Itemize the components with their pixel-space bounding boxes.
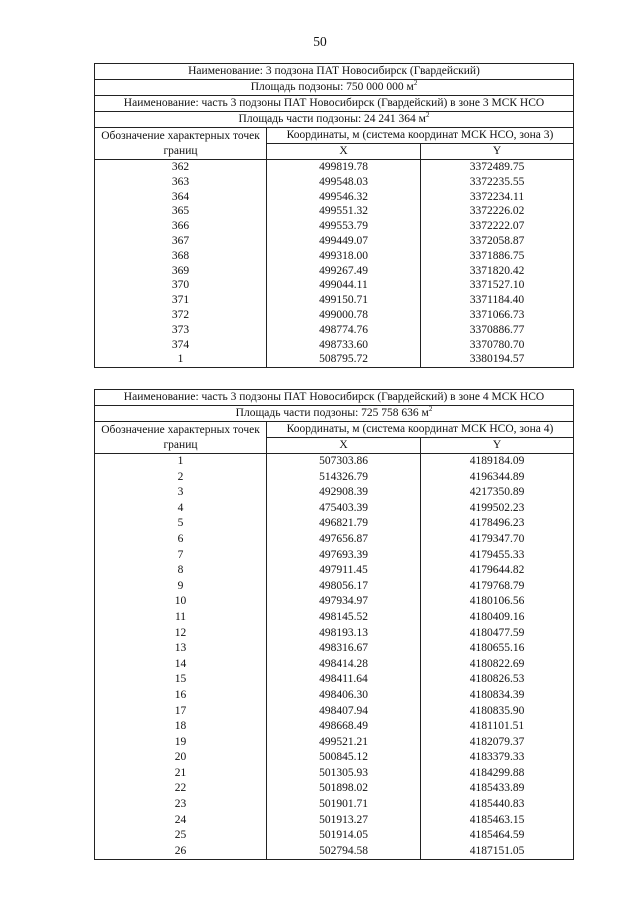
table-row: [95, 781, 574, 797]
point-id: 10: [95, 594, 267, 610]
coord-y: 4189184.09: [421, 454, 574, 470]
point-id: 19: [95, 735, 267, 751]
coord-y: 3371527.10: [421, 278, 574, 293]
coord-x: 501913.27: [267, 813, 421, 829]
point-id: 6: [95, 532, 267, 548]
point-id: 22: [95, 781, 267, 797]
point-id: 374: [95, 338, 267, 353]
coord-x: 498193.13: [267, 626, 421, 642]
table-row: [95, 563, 574, 579]
point-id: 26: [95, 844, 267, 860]
table-row: [95, 175, 574, 190]
coord-x: 498406.30: [267, 688, 421, 704]
point-id: 364: [95, 190, 267, 205]
table-row: [95, 641, 574, 657]
coord-x: 499819.78: [267, 160, 421, 175]
point-id: 369: [95, 264, 267, 279]
table-row: [95, 160, 574, 175]
coord-y: 4180409.16: [421, 610, 574, 626]
table-row: [95, 204, 574, 219]
coord-y: 4180822.69: [421, 657, 574, 673]
coord-x: 499548.03: [267, 175, 421, 190]
point-id: 372: [95, 308, 267, 323]
coord-x: 498414.28: [267, 657, 421, 673]
coord-y: 4184299.88: [421, 766, 574, 782]
column-header-points: Обозначение характерных точек границ: [95, 422, 267, 454]
coord-y: 3372489.75: [421, 160, 574, 175]
page-number: 50: [313, 34, 327, 49]
coord-x: 496821.79: [267, 516, 421, 532]
column-header-y: Y: [421, 144, 574, 160]
coord-x: 499318.00: [267, 249, 421, 264]
coord-x: 508795.72: [267, 352, 421, 367]
coord-y: 4180477.59: [421, 626, 574, 642]
table-row: [95, 190, 574, 205]
part-name: Наименование: часть 3 подзоны ПАТ Новосибирск (Гвардейский) в зоне 4 МСК НСО: [95, 390, 574, 406]
column-header-coords: Координаты, м (система координат МСК НСО, зона 3): [267, 128, 574, 144]
table-row: [95, 750, 574, 766]
coord-x: 497656.87: [267, 532, 421, 548]
table-row: [95, 719, 574, 735]
coord-y: 4185463.15: [421, 813, 574, 829]
point-id: 23: [95, 797, 267, 813]
point-id: 25: [95, 828, 267, 844]
coordinates-table-zone-4: [94, 389, 574, 860]
point-id: 17: [95, 704, 267, 720]
point-id: 373: [95, 323, 267, 338]
table-row: [95, 610, 574, 626]
point-id: 18: [95, 719, 267, 735]
subzone-name: Наименование: 3 подзона ПАТ Новосибирск (Гвардейский): [95, 64, 574, 80]
table-row: [95, 735, 574, 751]
coord-y: 3380194.57: [421, 352, 574, 367]
coord-y: 4180834.39: [421, 688, 574, 704]
coord-y: 3372234.11: [421, 190, 574, 205]
table-row: [95, 234, 574, 249]
table-row: [95, 293, 574, 308]
coord-x: 499521.21: [267, 735, 421, 751]
coord-y: 3370886.77: [421, 323, 574, 338]
point-id: 9: [95, 579, 267, 595]
point-id: 366: [95, 219, 267, 234]
point-id: 7: [95, 548, 267, 564]
coord-x: 499546.32: [267, 190, 421, 205]
point-id: 3: [95, 485, 267, 501]
coord-x: 497934.97: [267, 594, 421, 610]
point-id: 13: [95, 641, 267, 657]
coord-y: 4178496.23: [421, 516, 574, 532]
point-id: 16: [95, 688, 267, 704]
coord-x: 499553.79: [267, 219, 421, 234]
coord-x: 499267.49: [267, 264, 421, 279]
point-id: 21: [95, 766, 267, 782]
table-row: [95, 579, 574, 595]
coord-x: 499150.71: [267, 293, 421, 308]
column-header-coords: Координаты, м (система координат МСК НСО, зона 4): [267, 422, 574, 438]
coord-x: 497911.45: [267, 563, 421, 579]
coord-y: 4187151.05: [421, 844, 574, 860]
coord-y: 3372058.87: [421, 234, 574, 249]
coord-y: 3372226.02: [421, 204, 574, 219]
coord-y: 3371820.42: [421, 264, 574, 279]
table-row: [95, 813, 574, 829]
coord-y: 4217350.89: [421, 485, 574, 501]
point-id: 20: [95, 750, 267, 766]
table-row: [95, 264, 574, 279]
coord-y: 3372222.07: [421, 219, 574, 234]
coord-x: 501305.93: [267, 766, 421, 782]
table-row: [95, 828, 574, 844]
coord-x: 492908.39: [267, 485, 421, 501]
table-row: [95, 797, 574, 813]
point-id: 1: [95, 454, 267, 470]
coord-x: 500845.12: [267, 750, 421, 766]
table-row: [95, 501, 574, 517]
coord-x: 501898.02: [267, 781, 421, 797]
table-row: [95, 323, 574, 338]
table-row: [95, 594, 574, 610]
table-row: [95, 308, 574, 323]
table-row: [95, 516, 574, 532]
coord-x: 498056.17: [267, 579, 421, 595]
point-id: 5: [95, 516, 267, 532]
point-id: 11: [95, 610, 267, 626]
point-id: 8: [95, 563, 267, 579]
point-id: 15: [95, 672, 267, 688]
coord-y: 4180655.16: [421, 641, 574, 657]
coord-x: 499044.11: [267, 278, 421, 293]
coord-y: 4182079.37: [421, 735, 574, 751]
column-header-x: X: [267, 144, 421, 160]
coordinates-table-zone-3: [94, 63, 574, 368]
coord-x: 501901.71: [267, 797, 421, 813]
coord-x: 498145.52: [267, 610, 421, 626]
part-name: Наименование: часть 3 подзоны ПАТ Новосибирск (Гвардейский) в зоне 3 МСК НСО: [95, 96, 574, 112]
part-area: Площадь части подзоны: 725 758 636 $м^2$: [95, 406, 574, 422]
table-row: [95, 454, 574, 470]
table-row: [95, 352, 574, 367]
point-id: 4: [95, 501, 267, 517]
coord-x: 498407.94: [267, 704, 421, 720]
table-row: [95, 844, 574, 860]
coord-y: 4199502.23: [421, 501, 574, 517]
point-id: 370: [95, 278, 267, 293]
table-row: [95, 338, 574, 353]
coord-y: 4179768.79: [421, 579, 574, 595]
coord-x: 498733.60: [267, 338, 421, 353]
coord-y: 3370780.70: [421, 338, 574, 353]
table-row: [95, 657, 574, 673]
coord-y: 4185464.59: [421, 828, 574, 844]
point-id: 367: [95, 234, 267, 249]
coord-y: 4183379.33: [421, 750, 574, 766]
table-row: [95, 672, 574, 688]
subzone-area: Площадь подзоны: 750 000 000 $м^2$: [95, 80, 574, 96]
point-id: 14: [95, 657, 267, 673]
table-row: [95, 470, 574, 486]
coord-y: 4185433.89: [421, 781, 574, 797]
table-row: [95, 485, 574, 501]
table-row: [95, 688, 574, 704]
coord-y: 4181101.51: [421, 719, 574, 735]
coord-x: 499449.07: [267, 234, 421, 249]
coord-y: 4179347.70: [421, 532, 574, 548]
point-id: 1: [95, 352, 267, 367]
coord-x: 497693.39: [267, 548, 421, 564]
column-header-points: Обозначение характерных точек границ: [95, 128, 267, 160]
coord-y: 3371184.40: [421, 293, 574, 308]
coord-x: 475403.39: [267, 501, 421, 517]
coord-y: 3372235.55: [421, 175, 574, 190]
point-id: 362: [95, 160, 267, 175]
table-row: [95, 249, 574, 264]
column-header-y: Y: [421, 438, 574, 454]
coord-y: 3371066.73: [421, 308, 574, 323]
table-row: [95, 278, 574, 293]
coord-y: 4180826.53: [421, 672, 574, 688]
table-row: [95, 548, 574, 564]
point-id: 371: [95, 293, 267, 308]
point-id: 2: [95, 470, 267, 486]
coord-x: 502794.58: [267, 844, 421, 860]
point-id: 368: [95, 249, 267, 264]
coord-x: 501914.05: [267, 828, 421, 844]
table-row: [95, 532, 574, 548]
coord-x: 498668.49: [267, 719, 421, 735]
point-id: 24: [95, 813, 267, 829]
table-row: [95, 219, 574, 234]
column-header-x: X: [267, 438, 421, 454]
point-id: 365: [95, 204, 267, 219]
part-area: Площадь части подзоны: 24 241 364 $м^2$: [95, 112, 574, 128]
point-id: 12: [95, 626, 267, 642]
table-row: [95, 626, 574, 642]
coord-y: 3371886.75: [421, 249, 574, 264]
coord-x: 498411.64: [267, 672, 421, 688]
coord-x: 498774.76: [267, 323, 421, 338]
coord-y: 4179455.33: [421, 548, 574, 564]
coord-y: 4180835.90: [421, 704, 574, 720]
coord-x: 507303.86: [267, 454, 421, 470]
table-row: [95, 766, 574, 782]
coord-y: 4179644.82: [421, 563, 574, 579]
coord-y: 4185440.83: [421, 797, 574, 813]
coord-x: 514326.79: [267, 470, 421, 486]
coord-x: 498316.67: [267, 641, 421, 657]
coord-x: 499551.32: [267, 204, 421, 219]
coord-y: 4180106.56: [421, 594, 574, 610]
coord-x: 499000.78: [267, 308, 421, 323]
table-row: [95, 704, 574, 720]
coord-y: 4196344.89: [421, 470, 574, 486]
point-id: 363: [95, 175, 267, 190]
